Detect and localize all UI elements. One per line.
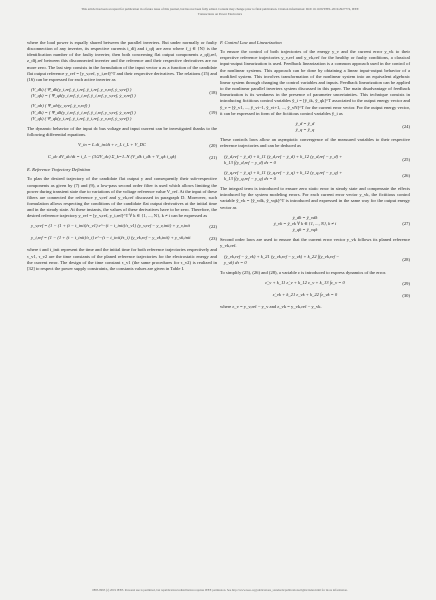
equation-number: (30) — [402, 292, 410, 298]
left-column — [27, 40, 217, 275]
header-journal: Transactions on Power Electronics — [197, 11, 243, 16]
equation-23: y_i,ref = (1 − (1 + (t − t_init)/τ_i) e^−(t − t_init)/τ_i) (y_vk,ref − y_vk,init) + y_vk,init (23) — [31, 235, 217, 242]
equation-number: (19) — [209, 109, 217, 115]
equation-29: ε̈_v + k_11 ε̇_v + k_12 ε_v + k_13 ∫ε_v = 0 (29) — [265, 280, 410, 286]
equation-20: V_in = L di_in/dt + r_L i_L + V_DC (20) — [77, 142, 217, 149]
paragraph: Second order laws are used to ensure that the current error vector y_vk follows its planed reference y_vk,ref. — [220, 237, 410, 249]
equation-number: (18) — [209, 90, 217, 96]
section-heading: E. Reference Trajectory Definition — [27, 167, 91, 173]
equation-18: (V_dk) ( Ψ_dk(y_i,ref, ẏ_i,ref, ÿ_i,ref, y_v,ref, ẏ_v,ref) ) (V_qk) = ( Ψ_qk(y_i,ref, ẏ_i,ref, ÿ_i,ref, y_v,ref, ẏ_v,ref) ) (18) — [31, 87, 217, 99]
equation-25: (ÿ_d,ref − ÿ_d) + k_11 (ẏ_d,ref − ẏ_d) + k_12 (y_d,ref − y_d) + k_13 ∫(y_d,ref − y_d) dτ = 0 (25) — [224, 153, 410, 165]
section-heading: F. Control Law and Linearization — [220, 40, 282, 45]
equation-number: (26) — [402, 172, 410, 178]
paragraph: To plan the desired trajectory of the candidate flat output y and consequently their sub-respective components as given by (7) and (9), a low-pass second order filter is used which allows limiting the power during transient state due to variations of the voltage reference value V_ref. At the input of these filters are connected the reference y_v,ref and y_vk,ref discussed in paragraph D. Moreover, such formulation allows respecting the conditions of the candidate flat output derivatives at the initial time and in the steady state. At these instants, the values of these derivatives have to be zero. Therefore, the desired reference trajectory y_ref = [y_v,ref, y_i,ref]^T ∀ k ∈ {1, ..., N}, k ≠ i can be expressed as — [27, 176, 217, 219]
equation-27: ẏ_dk = ŷ_vdk ẏ_vk = ŷ_vk ∀ k ∈ {1, ..., N}, k ≠ i ẏ_qk = ŷ_vqk (27) — [273, 214, 410, 233]
equation-26: (ÿ_q,ref − ÿ_q) + k_11 (ẏ_q,ref − ẏ_q) + k_12 (y_q,ref − y_q) + k_13 ∫(y_q,ref − y_q) dτ = 0 (26) — [224, 169, 410, 181]
equation-number: (29) — [402, 280, 410, 286]
equation-21: C_dc dV_dc/dt = i_L − (3/2V_dc) Σ_k=1..N (V_dk i_dk + V_qk i_qk) (21) — [47, 154, 217, 161]
paragraph: where ε_v = y_v,ref − y_v and ε_vk = y_vk,ref − y_vk. — [220, 304, 322, 309]
equation-number: (21) — [209, 155, 217, 161]
equation-28: (ẏ_vk,ref − ẏ_vk) + k_21 (y_vk,ref − y_vk) + k_22 ∫(y_vk,ref − y_vk) dτ = 0 (28) — [224, 253, 410, 265]
paragraph: where t and t_init represent the time and the initial time for both reference trajectories respectively and τ_v1, τ_v2 are the time constants of the planed reference trajectories for the electrostatic energy and the current error. The design of the time constant τ_v1 (the same procedures for τ_v2) is realized in [32] to respect the power supply constraints, the constants values are given in Table I. — [27, 247, 217, 271]
header-notice: This article has been accepted for publication in a future issue of this journal, but has not been fully edited. Content may change prior to final publication. Citation information: DOI 10.1109/TPEL.2019.2927774, IEEE — [81, 7, 359, 11]
equation-number: (23) — [209, 236, 217, 242]
paragraph: The dynamic behavior of the input dc bus voltage and input current can be investigated thanks to the following differential equations. — [27, 125, 217, 138]
equation-number: (25) — [402, 156, 410, 162]
equation-number: (24) — [402, 123, 410, 129]
paragraph: To simplify (25), (26) and (28), a variable ε is introduced to express dynamics of the error. — [220, 269, 387, 275]
equation-30: ε̇_vk + k_21 ε_vk + k_22 ∫ε_vk = 0 (30) — [272, 292, 410, 298]
page-footer: 0885-8993 (c) 2019 IEEE. Personal use is permitted, but republication/redistribution requires IEEE permission. See http://www.ieee.org/publications_standards/publications/rights/index.html for more information. — [92, 588, 348, 592]
paragraph: To ensure the control of both trajectories of the energy y_v and the current error y_vk to their respective reference trajectories y_v,ref and y_vk,ref for the healthy or faulty conditions, a classical input-output linearization is used. Feedback linearization is a common approach used in the control of the nonlinear systems. This approach can be done by obtaining a linear input-output behavior of a modified system. This involves transformation of the nonlinear system into an equivalent algebraic linear system through changing the control variables and inputs. Feedback linearization can be applied to the nonlinear parallel inverters system discussed in this paper. The main disadvantage of feedback linearization is its weakness in the presence of parameter uncertainties. This technique consists in introducing fictitious control variables ŷ_i = [ŷ_ik, ŷ_qk]^T associated to the output energy vector and ŷ_v = [ŷ_v1, ..., ŷ_vi−1, ŷ_vi+1, ..., ŷ_vN]^T for the current error vector. For the output energy vector, it can be expressed in form of the fictitious control variables ŷ_i as — [220, 49, 410, 116]
right-column — [220, 40, 410, 313]
equation-22: y_v,ref = (1 − (1 + (t − t_init)/τ_v1) e^−(t − t_init)/τ_v1) (y_v,ref − y_v,init) + y_v,init (22) — [31, 223, 217, 230]
equation-24: ÿ_d = ŷ_d ÿ_q = ŷ_q (24) — [295, 120, 410, 133]
equation-number: (22) — [209, 224, 217, 230]
equation-number: (20) — [209, 143, 217, 149]
equation-19: (V_ab) ( Ψ_ab(y_v,ref, ẏ_v,ref) ) (V_dk) = ( Ψ_dk(y_i,ref, ẏ_i,ref, ÿ_i,ref, y_v,ref, ẏ_v,ref) ) (V_qk) ( Ψ_qk(y_i,ref, ẏ_i,ref, ÿ_i,ref, y_v,ref, ẏ_v,ref) ) (19) — [31, 103, 217, 121]
paragraph: where the load power is equally shared between the parallel inverters. But under normally or faulty disconnection of any inverter, its respective currents i_dfj and i_qfj are zero where f_j ∈ {N} is the identification number of the faulty inverter, then both concerning flat output components z_qfj,ref, z_dfj,ref between this disconnected inverter and the reference and their respective derivatives are no more zero. The last step consists in the formulation of the input vector u as a function of the candidate flat output reference y_ref = [y_v,ref, y_i,ref]^T and their respective derivatives. The relations (15) and (16) can be expressed for each active inverter as — [27, 40, 217, 82]
equation-number: (27) — [402, 220, 410, 226]
page-header — [30, 7, 410, 16]
equation-number: (28) — [402, 256, 410, 262]
paragraph: The integral term is introduced to ensure zero static error in steady state and compensate the effects introduced by the system modeling errors. For each current error vector y_vk, the fictitious control variable ŷ_vk = [ŷ_vdk, ŷ_vqk]^T is introduced and expressed in the same way for the output energy vector as — [220, 186, 410, 210]
paragraph: These controls laws allow an asymptotic convergence of the measured variables to their respective reference trajectories and can be deduced as — [220, 137, 410, 149]
